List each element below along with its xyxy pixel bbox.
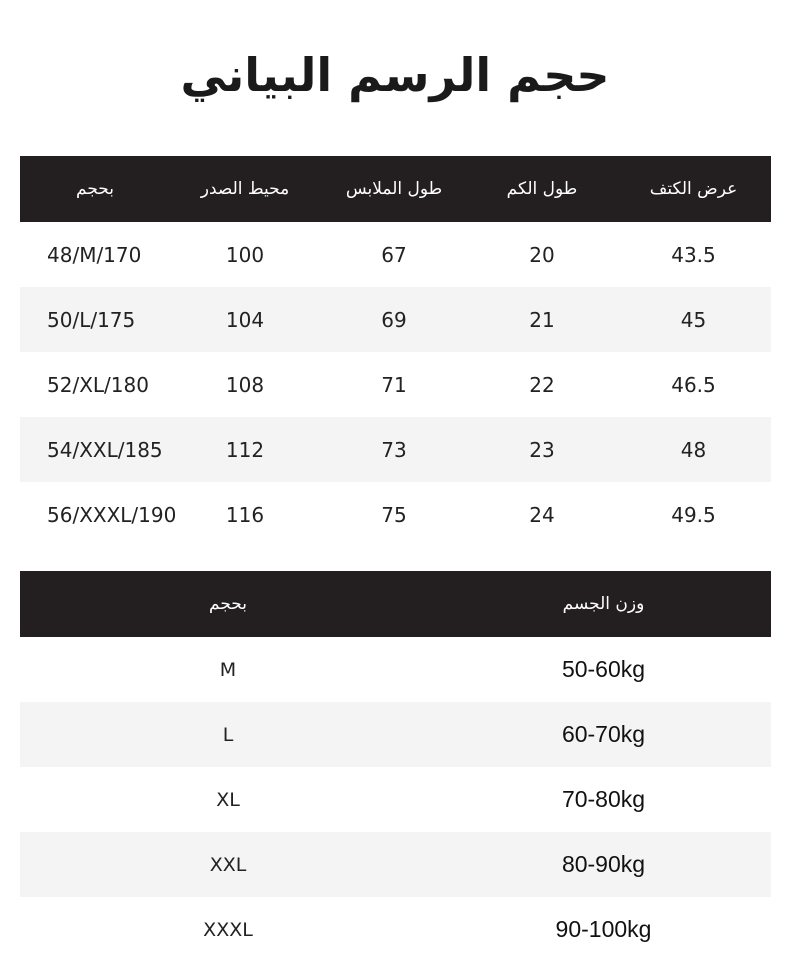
- cell-shoulder: 43.5: [671, 242, 716, 267]
- cell-chest: 116: [225, 502, 265, 527]
- cell-size: 48/M/170: [47, 242, 142, 267]
- cell-size: M: [219, 658, 237, 681]
- cell-shoulder: 46.5: [671, 372, 716, 397]
- cell-shoulder: 48: [680, 437, 707, 462]
- table-row: [20, 832, 771, 897]
- cell-length: 73: [381, 437, 407, 462]
- page-title: حجم الرسم البياني: [180, 48, 610, 102]
- cell-weight: 80-90kg: [561, 851, 646, 877]
- cell-weight: 70-80kg: [561, 786, 646, 812]
- header-chest: محيط الصدر: [200, 179, 290, 199]
- header-size: بحجم: [76, 179, 114, 199]
- cell-sleeve: 22: [529, 372, 555, 397]
- cell-size: XXL: [209, 853, 247, 876]
- header-sleeve: طول الكم: [506, 179, 578, 199]
- cell-size: L: [222, 723, 234, 746]
- cell-length: 67: [381, 242, 407, 267]
- header-length: طول الملابس: [345, 179, 443, 199]
- cell-size: 56/XXXL/190: [47, 502, 177, 527]
- table-row: [20, 287, 771, 352]
- cell-sleeve: 20: [529, 242, 555, 267]
- cell-chest: 100: [225, 242, 265, 267]
- cell-size: XXXL: [203, 918, 253, 941]
- cell-length: 75: [381, 502, 407, 527]
- cell-sleeve: 23: [529, 437, 555, 462]
- header-size: بحجم: [209, 594, 247, 614]
- cell-chest: 104: [225, 307, 265, 332]
- cell-size: 50/L/175: [47, 307, 136, 332]
- table-row: [20, 417, 771, 482]
- header-body-weight: وزن الجسم: [562, 594, 645, 614]
- table-row: [20, 767, 771, 832]
- weight-chart-header: [20, 571, 771, 637]
- cell-weight: 60-70kg: [561, 721, 646, 747]
- cell-sleeve: 24: [529, 502, 555, 527]
- cell-weight: 50-60kg: [561, 656, 646, 682]
- header-shoulder: عرض الكتف: [649, 179, 738, 199]
- size-chart-table: [20, 156, 771, 547]
- table-row: [20, 482, 771, 547]
- size-chart-header: [20, 156, 771, 222]
- cell-size: XL: [216, 788, 240, 811]
- table-row: [20, 352, 771, 417]
- cell-sleeve: 21: [529, 307, 555, 332]
- table-row: [20, 897, 771, 962]
- cell-size: 52/XL/180: [47, 372, 149, 397]
- cell-shoulder: 45: [680, 307, 707, 332]
- cell-shoulder: 49.5: [671, 502, 716, 527]
- table-row: [20, 637, 771, 702]
- cell-length: 71: [381, 372, 407, 397]
- cell-size: 54/XXL/185: [47, 437, 163, 462]
- cell-length: 69: [381, 307, 407, 332]
- table-row: [20, 222, 771, 287]
- cell-chest: 108: [225, 372, 265, 397]
- cell-chest: 112: [225, 437, 265, 462]
- table-row: [20, 702, 771, 767]
- weight-chart-table: [20, 571, 771, 962]
- cell-weight: 90-100kg: [555, 916, 652, 942]
